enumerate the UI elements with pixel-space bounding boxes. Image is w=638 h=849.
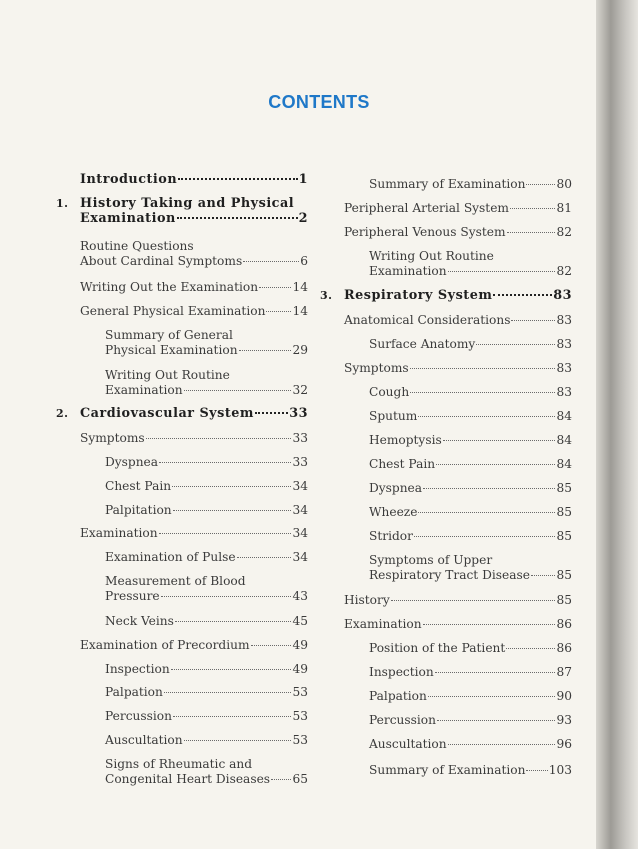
toc-entry — [344, 593, 572, 608]
dot-leader — [506, 648, 555, 649]
toc-entry-title: Percussion — [105, 709, 172, 723]
toc-page-number: 83 — [556, 385, 572, 399]
dot-leader — [423, 488, 555, 489]
toc-page-number: 85 — [556, 481, 572, 495]
toc-entry — [80, 173, 308, 188]
toc-entry-title: Chest Pain — [105, 479, 172, 493]
toc-page-number: 34 — [292, 479, 308, 493]
toc-entry — [344, 225, 572, 240]
toc-page-number: 85 — [556, 567, 572, 582]
toc-page-number: 85 — [556, 529, 572, 543]
toc-entry — [80, 431, 308, 446]
page-title: CONTENTS — [268, 92, 370, 112]
toc-entry-title: Physical Examination — [105, 342, 238, 357]
toc-entry — [80, 614, 308, 629]
dot-leader — [526, 770, 547, 771]
toc-entry-title: Cough — [369, 385, 410, 399]
toc-entry-title: Auscultation — [105, 733, 183, 747]
toc-entry — [80, 526, 308, 541]
dot-leader — [161, 596, 292, 597]
toc-entry-title: Respiratory Tract Disease — [369, 567, 530, 582]
toc-entry — [80, 757, 308, 787]
toc-entry — [56, 406, 308, 422]
toc-entry — [344, 505, 572, 520]
toc-entry — [344, 737, 572, 752]
toc-entry-title: Neck Veins — [105, 614, 174, 628]
toc-entry-title: Symptoms — [344, 361, 409, 375]
toc-page-number: 34 — [292, 550, 308, 564]
toc-page-number: 87 — [556, 665, 572, 679]
toc-page-number: 33 — [289, 406, 308, 421]
toc-entry — [80, 685, 308, 700]
toc-entry-title: Dyspnea — [105, 455, 159, 469]
toc-entry-title: History Taking and Physical — [80, 196, 295, 211]
toc-entry-title: Palpitation — [105, 503, 172, 517]
toc-entry — [344, 481, 572, 496]
toc-entry — [344, 529, 572, 544]
dot-leader — [173, 510, 292, 511]
toc-page-number: 14 — [292, 304, 308, 318]
toc-page-number: 34 — [292, 503, 308, 517]
toc-entry-title: Anatomical Considerations — [344, 313, 511, 327]
dot-leader — [172, 486, 291, 487]
toc-entry-title: About Cardinal Symptoms — [80, 253, 243, 268]
toc-entry — [344, 409, 572, 424]
dot-leader — [164, 692, 292, 693]
toc-entry-title: Introduction — [80, 172, 178, 187]
toc-entry-title: Summary of Examination — [369, 763, 526, 777]
toc-entry — [56, 196, 308, 227]
dot-leader — [184, 390, 292, 391]
toc-entry — [80, 239, 308, 269]
toc-page-number: 34 — [292, 526, 308, 540]
dot-leader — [418, 512, 555, 513]
toc-entry — [344, 433, 572, 448]
dot-leader — [159, 462, 291, 463]
toc-entry-title: Symptoms — [80, 431, 145, 445]
toc-entry-title: Pressure — [105, 588, 160, 603]
toc-entry — [344, 249, 572, 279]
toc-entry — [344, 385, 572, 400]
dot-leader — [237, 557, 292, 558]
toc-page-number: 85 — [556, 593, 572, 607]
toc-entry-title: Peripheral Venous System — [344, 225, 506, 239]
toc-entry-title: Inspection — [105, 662, 170, 676]
toc-entry-title: Inspection — [369, 665, 434, 679]
dot-leader — [507, 232, 556, 233]
dot-leader — [159, 533, 292, 534]
toc-page-number: 84 — [556, 433, 572, 447]
toc-page-number: 53 — [292, 685, 308, 699]
dot-leader — [531, 575, 556, 576]
toc-entry — [80, 662, 308, 677]
dot-leader — [510, 208, 556, 209]
dot-leader — [177, 217, 298, 219]
dot-leader — [255, 412, 288, 414]
dot-leader — [414, 536, 556, 537]
toc-entry — [80, 280, 308, 295]
toc-entry — [80, 574, 308, 604]
toc-entry-title: Percussion — [369, 713, 436, 727]
dot-leader — [436, 464, 555, 465]
dot-leader — [423, 624, 556, 625]
toc-entry-title: Writing Out Routine — [369, 249, 494, 263]
toc-entry — [344, 665, 572, 680]
toc-entry-title: Examination — [369, 263, 447, 278]
toc-page-number: 6 — [300, 253, 308, 268]
toc-page-number: 49 — [292, 662, 308, 676]
dot-leader — [271, 779, 291, 780]
dot-leader — [418, 416, 555, 417]
dot-leader — [173, 716, 292, 717]
toc-entry-title: Signs of Rheumatic and — [105, 757, 253, 771]
dot-leader — [428, 696, 556, 697]
toc-entry-title: Examination — [80, 526, 158, 540]
dot-leader — [175, 621, 292, 622]
toc-entry-title: Writing Out the Examination — [80, 280, 259, 294]
toc-entry — [344, 641, 572, 656]
toc-entry — [80, 550, 308, 565]
toc-entry-title: Auscultation — [369, 737, 447, 751]
toc-page-number: 14 — [292, 280, 308, 294]
dot-leader — [448, 271, 556, 272]
toc-entry — [80, 328, 308, 358]
toc-page-number: 43 — [292, 588, 308, 603]
toc-page-number: 1 — [298, 172, 308, 187]
toc-entry-title: Cardiovascular System — [80, 406, 254, 421]
toc-page-number: 80 — [556, 177, 572, 191]
toc-page-number: 81 — [556, 201, 572, 215]
dot-leader — [526, 184, 555, 185]
toc-entry — [344, 763, 572, 778]
toc-entry-title: Symptoms of Upper — [369, 553, 493, 567]
dot-leader — [146, 438, 292, 439]
toc-entry-title: Palpation — [369, 689, 427, 703]
toc-page-number: 53 — [292, 709, 308, 723]
dot-leader — [184, 740, 292, 741]
book-spine-shadow — [596, 0, 638, 849]
toc-page-number: 83 — [556, 337, 572, 351]
toc-entry-title: Position of the Patient — [369, 641, 506, 655]
toc-entry — [80, 304, 308, 319]
dot-leader — [251, 645, 292, 646]
toc-entry-title: Dyspnea — [369, 481, 423, 495]
toc-entry-title: Peripheral Arterial System — [344, 201, 509, 215]
dot-leader — [493, 294, 552, 296]
toc-entry-title: Examination — [80, 210, 176, 226]
toc-entry — [80, 638, 308, 653]
toc-entry-title: Surface Anatomy — [369, 337, 476, 351]
toc-page-number: 82 — [556, 263, 572, 278]
chapter-number: 3. — [320, 289, 333, 302]
dot-leader — [437, 720, 556, 721]
toc-page-number: 84 — [556, 409, 572, 423]
toc-entry — [344, 689, 572, 704]
toc-entry-title: Examination — [105, 382, 183, 397]
toc-entry-title: Measurement of Blood — [105, 574, 246, 588]
dot-leader — [511, 320, 555, 321]
dot-leader — [243, 261, 299, 262]
dot-leader — [391, 600, 556, 601]
toc-entry-title: Congenital Heart Diseases — [105, 771, 271, 786]
toc-entry-title: Palpation — [105, 685, 163, 699]
toc-entry-title: Hemoptysis — [369, 433, 442, 447]
toc-page-number: 86 — [556, 617, 572, 631]
toc-entry-title: Routine Questions — [80, 239, 194, 253]
toc-entry — [344, 313, 572, 328]
toc-entry-title: General Physical Examination — [80, 304, 266, 318]
toc-page-number: 53 — [292, 733, 308, 747]
toc-entry-title: Sputum — [369, 409, 418, 423]
toc-page-number: 83 — [553, 288, 572, 303]
toc-page-number: 84 — [556, 457, 572, 471]
toc-entry — [80, 455, 308, 470]
toc-entry — [344, 617, 572, 632]
dot-leader — [410, 392, 555, 393]
toc-page-number: 96 — [556, 737, 572, 751]
toc-entry — [80, 479, 308, 494]
toc-entry — [344, 201, 572, 216]
toc-page-number: 29 — [292, 342, 308, 357]
toc-entry — [344, 361, 572, 376]
dot-leader — [171, 669, 292, 670]
dot-leader — [178, 178, 297, 180]
toc-entry-title: Wheeze — [369, 505, 418, 519]
toc-entry-title: Summary of General — [105, 328, 233, 342]
toc-entry-title: Examination of Precordium — [80, 638, 250, 652]
toc-page-number: 33 — [292, 455, 308, 469]
toc-entry-title: Stridor — [369, 529, 413, 543]
toc-entry-title: History — [344, 593, 390, 607]
toc-entry — [344, 553, 572, 583]
toc-entry-title: Chest Pain — [369, 457, 436, 471]
toc-entry — [320, 288, 572, 304]
dot-leader — [476, 344, 555, 345]
chapter-number: 1. — [56, 197, 69, 210]
chapter-number: 2. — [56, 407, 69, 420]
toc-entry — [344, 337, 572, 352]
toc-entry — [344, 177, 572, 192]
toc-page-number: 103 — [548, 763, 572, 777]
toc-page-number: 33 — [292, 431, 308, 445]
toc-page-number: 83 — [556, 313, 572, 327]
toc-page-number: 32 — [292, 382, 308, 397]
toc-entry — [80, 709, 308, 724]
toc-page-number: 65 — [292, 771, 308, 786]
toc-page-number: 83 — [556, 361, 572, 375]
toc-page-number: 49 — [292, 638, 308, 652]
toc-page-number: 85 — [556, 505, 572, 519]
toc-entry-title: Writing Out Routine — [105, 368, 230, 382]
dot-leader — [259, 287, 291, 288]
dot-leader — [239, 350, 292, 351]
dot-leader — [435, 672, 556, 673]
toc-page-number: 45 — [292, 614, 308, 628]
toc-entry — [80, 733, 308, 748]
toc-entry-title: Examination — [344, 617, 422, 631]
dot-leader — [443, 440, 556, 441]
toc-entry — [80, 368, 308, 398]
toc-entry — [344, 457, 572, 472]
toc-entry-title: Examination of Pulse — [105, 550, 236, 564]
toc-entry — [344, 713, 572, 728]
toc-page-number: 82 — [556, 225, 572, 239]
toc-page-number: 93 — [556, 713, 572, 727]
toc-page-number: 86 — [556, 641, 572, 655]
toc-page-number: 90 — [556, 689, 572, 703]
dot-leader — [266, 311, 291, 312]
toc-entry-title: Summary of Examination — [369, 177, 526, 191]
dot-leader — [448, 744, 556, 745]
toc-entry-title: Respiratory System — [344, 288, 493, 303]
toc-entry — [80, 503, 308, 518]
toc-page-number: 2 — [298, 210, 308, 226]
dot-leader — [410, 368, 556, 369]
